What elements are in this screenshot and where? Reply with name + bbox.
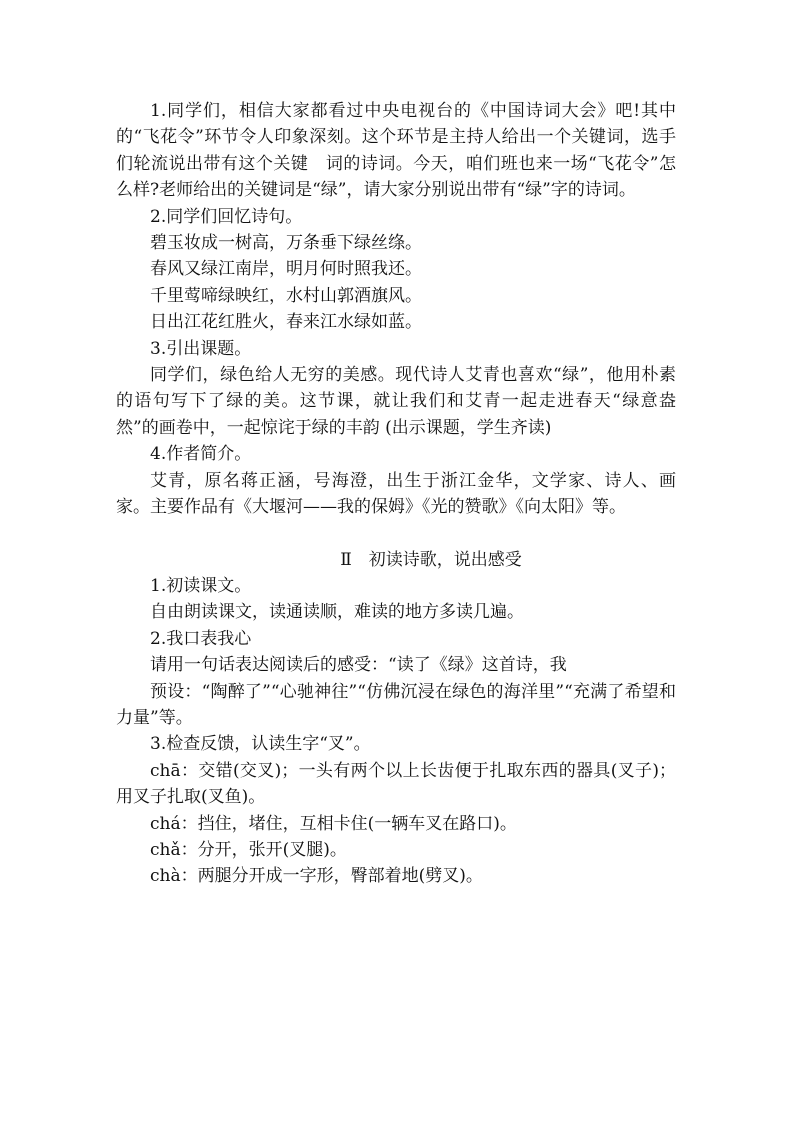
author-intro-heading: 4.作者简介。 (150, 444, 252, 465)
check-feedback-heading: 3.检查反馈，认读生字“叉”。 (150, 734, 371, 755)
poem-line-1: 碧玉妆成一树高，万条垂下绿丝绦。 (150, 233, 422, 254)
intro-paragraph: 1.同学们，相信大家都看过中央电视台的《中国诗词大会》吧!其中的“飞花令”环节令人印象深刻。这个环节是主持人给出一个关键词，选手们轮流说出带有这个关键 词的诗词。今天，咱们班也来一场“飞花令”怎么样?老师给出的关键词是“绿”，请大家分别说出带有“绿”字的诗词。 (116, 101, 676, 201)
preset-answers: 预设：“陶醉了”“心驰神往”“仿佛沉浸在绿色的海洋里”“充满了希望和力量”等。 (116, 681, 676, 728)
recall-poems-heading: 2.同学们回忆诗句。 (150, 206, 303, 227)
first-reading-text: 自由朗读课文，读通读顺，难读的地方多读几遍。 (150, 602, 524, 623)
introduce-topic-text: 同学们，绿色给人无穷的美感。现代诗人艾青也喜欢“绿”，他用朴素的语句写下了绿的美。这节课，就让我们和艾青一起走进春天“绿意盎然”的画卷中，一起惊诧于绿的丰韵 (出示课题，学生齐读) (116, 365, 676, 438)
introduce-topic-heading: 3.引出课题。 (150, 338, 252, 359)
author-intro-text: 艾青，原名蒋正涵，号海澄，出生于浙江金华，文学家、诗人、画家。主要作品有《大堰河——我的保姆》《光的赞歌》《向太阳》等。 (116, 470, 676, 518)
poem-line-4: 日出江花红胜火，春来江水绿如蓝。 (150, 312, 422, 333)
section-spacer (116, 521, 676, 547)
pronunciation-cha4: chà：两腿分开成一字形，臀部着地(劈叉)。 (150, 866, 483, 887)
pronunciation-cha2: chá：挡住，堵住，互相卡住(一辆车叉在路口)。 (150, 813, 517, 834)
document-page (116, 98, 676, 890)
section-2-heading: Ⅱ 初读诗歌，说出感受 (340, 549, 522, 570)
express-feeling-heading: 2.我口表我心 (150, 628, 252, 649)
pronunciation-cha3: chǎ：分开，张开(叉腿)。 (150, 839, 347, 860)
poem-line-2: 春风又绿江南岸，明月何时照我还。 (150, 259, 422, 280)
poem-line-3: 千里莺啼绿映红，水村山郭酒旗风。 (150, 285, 422, 306)
pronunciation-cha1: chā：交错(交叉)；一头有两个以上长齿便于扎取东西的器具(叉子)；用叉子扎取(叉鱼)。 (116, 760, 676, 808)
express-feeling-text: 请用一句话表达阅读后的感受：“读了《绿》这首诗，我 (150, 655, 567, 676)
first-reading-heading: 1.初读课文。 (150, 575, 252, 596)
